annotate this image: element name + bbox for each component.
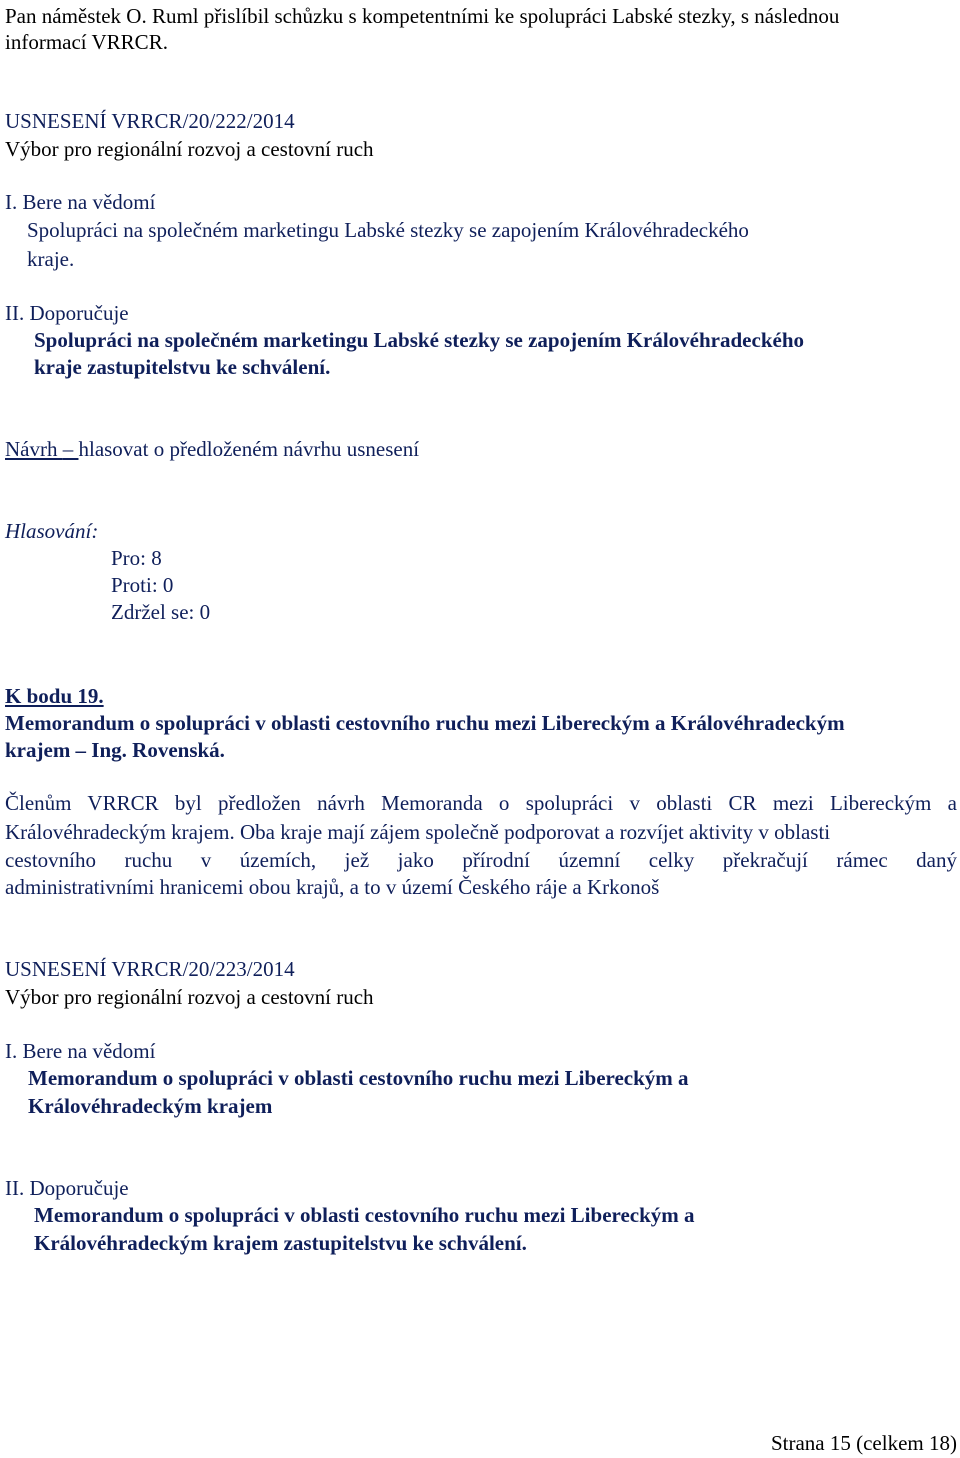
resolution-1-item-1-text-1: Spolupráci na společném marketingu Labské stezky se zapojením Královéhradeckého [27,218,749,242]
voting-heading: Hlasování: [5,519,99,543]
point-19-paragraph-4: administrativními hranicemi obou krajů, a to v území Českého ráje a Krkonoš [5,875,660,899]
point-19-title-1: Memorandum o spolupráci v oblasti cestovního ruchu mezi Libereckým a Královéhradeckým [5,711,845,735]
resolution-1-committee: Výbor pro regionální rozvoj a cestovní ruch [5,137,374,161]
voting-zdrzel: Zdržel se: 0 [111,600,211,624]
resolution-2-item-1-text-2: Královéhradeckým krajem [28,1094,273,1118]
resolution-2-item-2-heading: II. Doporučuje [5,1176,129,1200]
resolution-1-item-2-text-2: kraje zastupitelstvu ke schválení. [34,355,331,379]
resolution-2-item-2-text-2: Královéhradeckým krajem zastupitelstvu ke schválení. [34,1231,527,1255]
proposal-text: hlasovat o předloženém návrhu usnesení [78,437,420,461]
resolution-1-item-1-text-2: kraje. [27,247,75,271]
intro-line-1: Pan náměstek O. Ruml přislíbil schůzku s kompetentními ke spolupráci Labské stezky, s následnou [5,4,840,28]
resolution-2-title: USNESENÍ VRRCR/20/223/2014 [5,957,295,981]
proposal-line [5,439,419,460]
point-19-paragraph-3: cestovního ruchu v územích, jež jako přírodní územní celky překračují rámec daný [5,848,957,872]
point-19-paragraph-1: Členům VRRCR byl předložen návrh Memoranda o spolupráci v oblasti CR mezi Libereckým a [5,791,957,815]
resolution-2-item-1-heading: I. Bere na vědomí [5,1039,156,1063]
intro-line-2: informací VRRCR. [5,30,168,54]
resolution-1-item-2-text-1: Spolupráci na společném marketingu Labské stezky se zapojením Královéhradeckého [34,328,804,352]
point-19-heading: K bodu 19. [5,684,104,708]
page-number: Strana 15 (celkem 18) [770,1431,957,1455]
resolution-1-item-2-heading: II. Doporučuje [5,301,129,325]
resolution-2-item-2-text-1: Memorandum o spolupráci v oblasti cestovního ruchu mezi Libereckým a [34,1203,695,1227]
voting-pro: Pro: 8 [111,546,162,570]
voting-proti: Proti: 0 [111,573,174,597]
proposal-dash: – [62,437,79,461]
resolution-1-title: USNESENÍ VRRCR/20/222/2014 [5,109,295,133]
resolution-2-item-1-text-1: Memorandum o spolupráci v oblasti cestovního ruchu mezi Libereckým a [28,1066,689,1090]
resolution-2-committee: Výbor pro regionální rozvoj a cestovní ruch [5,985,374,1009]
point-19-title-2: krajem – Ing. Rovenská. [5,738,225,762]
resolution-1-item-1-heading: I. Bere na vědomí [5,190,156,214]
proposal-label: Návrh [5,437,63,461]
point-19-paragraph-2: Královéhradeckým krajem. Oba kraje mají zájem společně podporovat a rozvíjet aktivity v oblasti [5,820,831,844]
